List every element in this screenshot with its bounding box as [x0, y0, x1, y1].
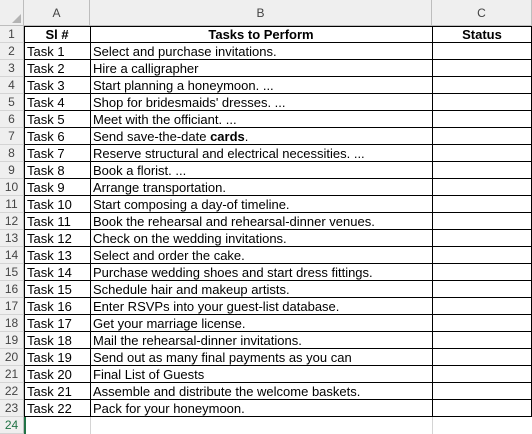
cell-status[interactable] — [432, 60, 532, 77]
row-header[interactable]: 3 — [0, 60, 24, 77]
cell-task-description[interactable]: Send save-the-date cards. — [93, 129, 249, 144]
table-border-horizontal — [24, 161, 532, 162]
row-header[interactable]: 16 — [0, 281, 24, 298]
cell-task-id[interactable]: Task 3 — [27, 78, 65, 93]
row-header[interactable]: 5 — [0, 94, 24, 111]
cell-task-id[interactable]: Task 10 — [27, 197, 72, 212]
cell-task-description[interactable]: Final List of Guests — [93, 367, 205, 382]
cell-task-description[interactable]: Start composing a day-of timeline. — [93, 197, 290, 212]
header-cell-tasks[interactable]: Tasks to Perform — [208, 27, 314, 42]
cell-task-id[interactable]: Task 11 — [27, 214, 71, 229]
cell-task-id[interactable]: Task 8 — [27, 163, 65, 178]
row-header[interactable]: 11 — [0, 196, 24, 213]
table-border-horizontal — [24, 59, 532, 60]
cell-task-id[interactable]: Task 2 — [27, 61, 65, 76]
row-header[interactable]: 7 — [0, 128, 24, 145]
cell-task-id[interactable]: Task 9 — [27, 180, 65, 195]
cell-task-description[interactable]: Hire a calligrapher — [93, 61, 199, 76]
cell-task-id[interactable]: Task 7 — [27, 146, 65, 161]
gridline — [432, 417, 433, 434]
table-border-horizontal — [24, 212, 532, 213]
header-cell-sl[interactable]: Sl # — [45, 27, 69, 42]
cell-status[interactable] — [432, 383, 532, 400]
select-all-corner[interactable] — [0, 0, 24, 26]
cell-task-description[interactable]: Shop for bridesmaids' dresses. ... — [93, 95, 286, 110]
cell-status[interactable] — [432, 400, 532, 417]
table-border-horizontal — [24, 331, 532, 332]
table-border-horizontal — [24, 76, 532, 77]
row-header[interactable]: 6 — [0, 111, 24, 128]
bold-word: cards — [210, 129, 245, 144]
row-header[interactable]: 10 — [0, 179, 24, 196]
cell-task-id[interactable]: Task 4 — [27, 95, 65, 110]
cell-task-id[interactable]: Task 17 — [27, 316, 72, 331]
cell-status[interactable] — [432, 162, 532, 179]
cell-task-description[interactable]: Schedule hair and makeup artists. — [93, 282, 290, 297]
row-header[interactable]: 8 — [0, 145, 24, 162]
cell-task-description[interactable]: Book the rehearsal and rehearsal-dinner venues. — [93, 214, 375, 229]
cell-task-id[interactable]: Task 1 — [27, 44, 65, 59]
cell-status[interactable] — [432, 230, 532, 247]
cell-status[interactable] — [432, 315, 532, 332]
table-border-horizontal — [24, 297, 532, 298]
table-border-horizontal — [24, 314, 532, 315]
cell-status[interactable] — [432, 196, 532, 213]
row-header[interactable]: 17 — [0, 298, 24, 315]
cell-task-description[interactable]: Mail the rehearsal-dinner invitations. — [93, 333, 302, 348]
row-header[interactable]: 15 — [0, 264, 24, 281]
cell-task-description[interactable]: Reserve structural and electrical necessities. ... — [93, 146, 365, 161]
cell-task-description[interactable]: Pack for your honeymoon. — [93, 401, 245, 416]
cell-task-id[interactable]: Task 19 — [27, 350, 72, 365]
table-border-vertical — [24, 26, 25, 417]
cell-task-description[interactable]: Send out as many final payments as you can — [93, 350, 352, 365]
row-header[interactable]: 12 — [0, 213, 24, 230]
row-header[interactable]: 22 — [0, 383, 24, 400]
cell-task-id[interactable]: Task 5 — [27, 112, 65, 127]
cell-status[interactable] — [432, 264, 532, 281]
table-border-horizontal — [24, 399, 532, 400]
table-border-horizontal — [24, 26, 532, 27]
gridline — [90, 417, 91, 434]
cell-status[interactable] — [432, 128, 532, 145]
row-header[interactable]: 18 — [0, 315, 24, 332]
cell-task-description[interactable]: Purchase wedding shoes and start dress fittings. — [93, 265, 373, 280]
active-cell-indicator — [24, 417, 26, 434]
cell-task-description[interactable]: Check on the wedding invitations. — [93, 231, 287, 246]
cell-task-id[interactable]: Task 6 — [27, 129, 65, 144]
row-header[interactable]: 14 — [0, 247, 24, 264]
row-header[interactable]: 9 — [0, 162, 24, 179]
cell-status[interactable] — [432, 43, 532, 60]
cell-status[interactable] — [432, 298, 532, 315]
cell-task-description[interactable]: Book a florist. ... — [93, 163, 187, 178]
cell-status[interactable] — [432, 366, 532, 383]
cell-task-id[interactable]: Task 12 — [27, 231, 72, 246]
cell-status[interactable] — [432, 111, 532, 128]
table-border-horizontal — [24, 42, 532, 43]
row-header-1[interactable]: 1 — [0, 26, 24, 43]
cell-status[interactable] — [432, 213, 532, 230]
row-header[interactable]: 21 — [0, 366, 24, 383]
cell-task-description[interactable]: Enter RSVPs into your guest-list database. — [93, 299, 340, 314]
row-header[interactable]: 2 — [0, 43, 24, 60]
cell-status[interactable] — [432, 179, 532, 196]
cell-task-id[interactable]: Task 22 — [27, 401, 72, 416]
cell-status[interactable] — [432, 281, 532, 298]
table-border-horizontal — [24, 110, 532, 111]
cell-task-description[interactable]: Select and order the cake. — [93, 248, 245, 263]
cell-task-description[interactable]: Arrange transportation. — [93, 180, 226, 195]
cell-task-id[interactable]: Task 14 — [27, 265, 72, 280]
cell-status[interactable] — [432, 94, 532, 111]
cell-task-id[interactable]: Task 15 — [27, 282, 72, 297]
row-header[interactable]: 19 — [0, 332, 24, 349]
table-border-vertical — [432, 26, 433, 417]
cell-task-description[interactable]: Select and purchase invitations. — [93, 44, 277, 59]
cell-task-id[interactable]: Task 16 — [27, 299, 72, 314]
table-border-horizontal — [24, 144, 532, 145]
cell-task-id[interactable]: Task 20 — [27, 367, 72, 382]
column-header-a[interactable]: A — [24, 0, 90, 26]
header-cell-status[interactable]: Status — [462, 27, 502, 42]
cell-status[interactable] — [432, 247, 532, 264]
cell-status[interactable] — [432, 349, 532, 366]
row-header[interactable]: 23 — [0, 400, 24, 417]
column-header-b[interactable]: B — [90, 0, 432, 26]
cell-task-description[interactable]: Get your marriage license. — [93, 316, 246, 331]
column-header-c[interactable]: C — [432, 0, 532, 26]
cell-task-description[interactable]: Start planning a honeymoon. ... — [93, 78, 274, 93]
cell-status[interactable] — [432, 145, 532, 162]
table-border-horizontal — [24, 263, 532, 264]
cell-task-id[interactable]: Task 13 — [27, 248, 72, 263]
table-border-horizontal — [24, 246, 532, 247]
row-header[interactable]: 4 — [0, 77, 24, 94]
select-all-triangle-icon — [12, 14, 21, 23]
row-header-24[interactable]: 24 — [0, 417, 24, 434]
table-border-horizontal — [24, 280, 532, 281]
table-border-horizontal — [24, 348, 532, 349]
table-border-horizontal — [24, 195, 532, 196]
cell-task-description[interactable]: Assemble and distribute the welcome baskets. — [93, 384, 361, 399]
cell-task-id[interactable]: Task 21 — [27, 384, 72, 399]
cell-status[interactable] — [432, 77, 532, 94]
cell-task-description[interactable]: Meet with the officiant. ... — [93, 112, 237, 127]
table-border-horizontal — [24, 229, 532, 230]
table-border-horizontal — [24, 178, 532, 179]
table-border-horizontal — [24, 127, 532, 128]
table-border-vertical — [90, 26, 91, 417]
row-header[interactable]: 13 — [0, 230, 24, 247]
table-border-horizontal — [24, 416, 532, 417]
table-border-horizontal — [24, 365, 532, 366]
cell-status[interactable] — [432, 332, 532, 349]
row-header[interactable]: 20 — [0, 349, 24, 366]
table-border-horizontal — [24, 382, 532, 383]
table-border-horizontal — [24, 93, 532, 94]
cell-task-id[interactable]: Task 18 — [27, 333, 72, 348]
